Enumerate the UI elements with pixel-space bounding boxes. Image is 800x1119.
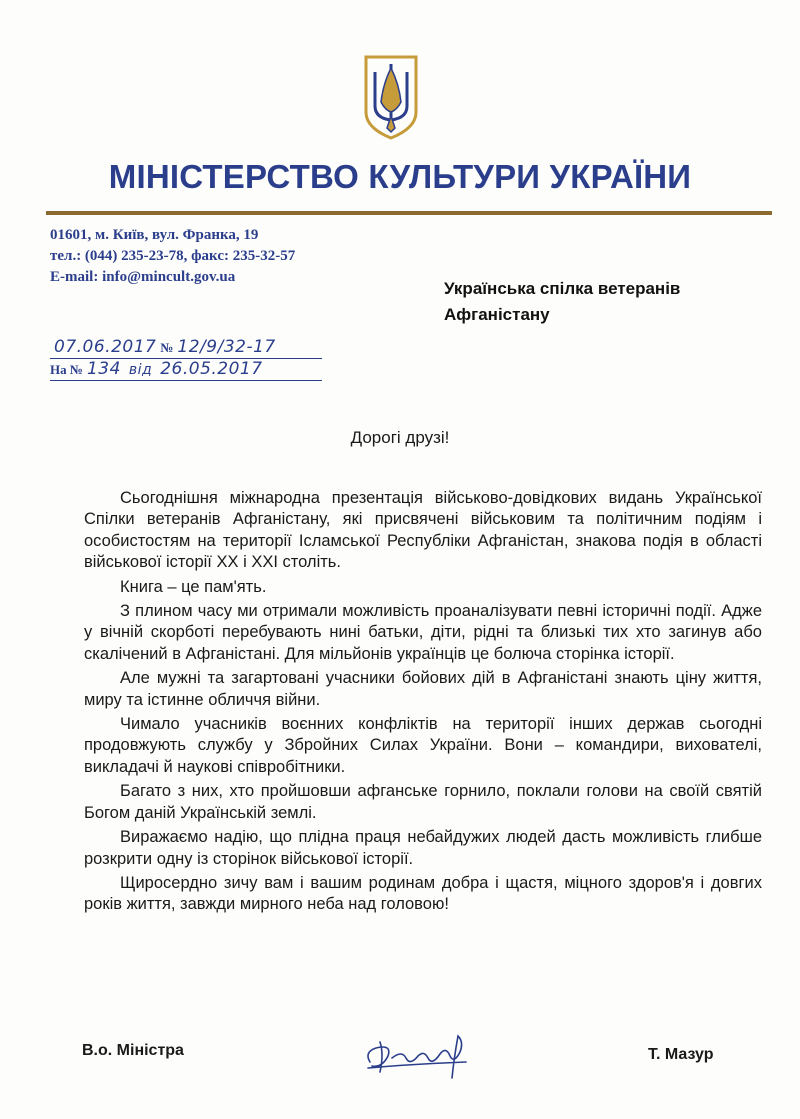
- email: E-mail: info@mincult.gov.ua: [50, 269, 236, 285]
- incoming-underline: [50, 380, 322, 381]
- recipient-block: [444, 276, 680, 328]
- in-reply-number: 134: [86, 359, 121, 379]
- contact-block: [50, 225, 295, 288]
- phone-fax: тел.: (044) 235-23-78, факс: 235-32-57: [50, 248, 296, 264]
- from-label: від: [128, 362, 153, 378]
- address: 01601, м. Київ, вул. Франка, 19: [50, 227, 259, 243]
- signatory-name: Т. Мазур: [648, 1046, 714, 1063]
- paragraph: Багато з них, хто пройшовши афганське горнило, поклали голови на своїй святій Богом даній Українській землі.: [84, 782, 762, 822]
- outgoing-reference: [50, 337, 330, 357]
- letter-body: [84, 488, 762, 919]
- number-sign: №: [160, 340, 174, 355]
- signatory-role: В.о. Міністра: [82, 1042, 184, 1059]
- in-reply-date: 26.05.2017: [160, 359, 263, 379]
- ministry-title: МІНІСТЕРСТВО КУЛЬТУРИ УКРАЇНИ: [108, 158, 692, 195]
- paragraph: Але мужні та загартовані учасники бойових дій в Афганістані знають ціну життя, миру та істинне обличчя війни.: [84, 669, 762, 709]
- recipient-line-2: Афганістану: [444, 305, 550, 324]
- recipient-line-1: Українська спілка ветеранів: [444, 279, 681, 298]
- outgoing-number: 12/9/32-17: [177, 337, 276, 357]
- paragraph: Книга – це пам'ять.: [120, 577, 267, 596]
- trident-coat-of-arms-icon: [363, 54, 419, 140]
- outgoing-date: 07.06.2017: [54, 337, 157, 357]
- paragraph: Чимало учасників воєнних конфліктів на території інших держав сьогодні продовжують службу у Збройних Силах України. Вони – командири, вихователі, викладачі й наукові співробітники.: [84, 715, 762, 776]
- paragraph: Виражаємо надію, що плідна праця небайдужих людей дасть можливість глибше розкрити одну із сторінок військової історії.: [84, 828, 762, 868]
- greeting: Дорогі друзі!: [350, 428, 450, 447]
- handwritten-signature-icon: [362, 1022, 472, 1082]
- in-reply-label: На №: [50, 362, 83, 377]
- header-divider: [46, 211, 772, 215]
- paragraph: Сьогоднішня міжнародна презентація військово-довідкових видань Української Спілки ветеранів Афганістану, які присвячені військовим та політичним подіям і особистостям на території Ісламської Республіки Афганістан, знакова подія в області військової історії XX і XXI століть.: [84, 489, 762, 572]
- paragraph: Щиросердно зичу вам і вашим родинам добра і щастя, міцного здоров'я і довгих років життя, завжди мирного неба над головою!: [84, 873, 762, 914]
- paragraph: З плином часу ми отримали можливість проаналізувати певні історичні події. Адже у вічній скорботі перебувають нині батьки, діти, рідні та близькі тих хто загинув або скалічений в Афганістані. Для мільйонів українців це болюча сторінка історії.: [84, 602, 762, 663]
- incoming-reference: [50, 359, 330, 379]
